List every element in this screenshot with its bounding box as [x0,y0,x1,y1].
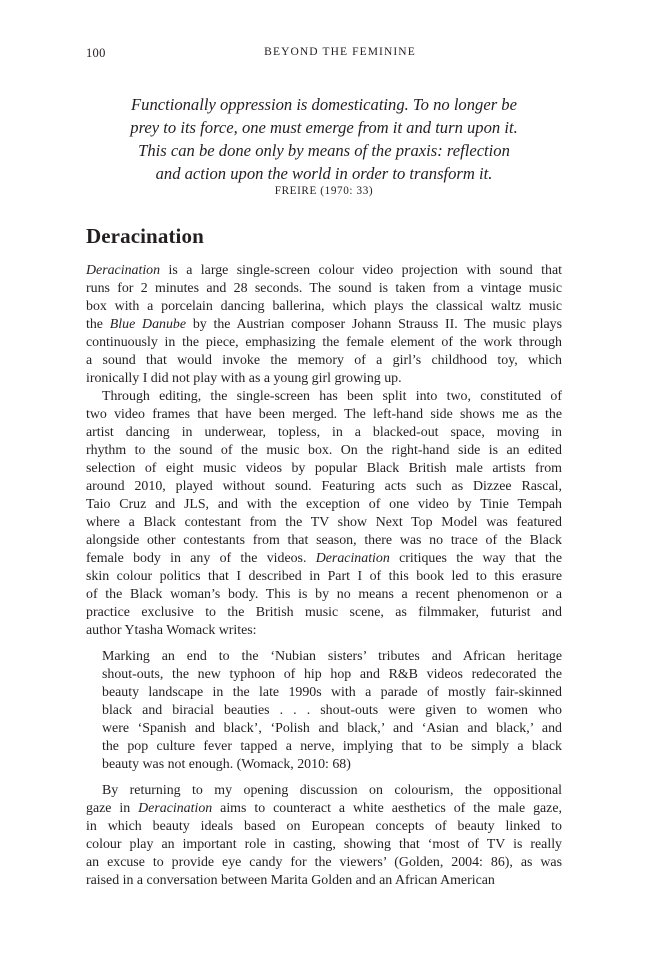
epigraph-line: and action upon the world in order to transform it. [155,164,493,183]
text-line: were ‘Spanish and black’, ‘Polish and black,’ and ‘Asian and black,’ and [102,721,562,736]
text-line: raised in a conversation between Marita Golden and an African American [86,873,495,888]
italic-title: Blue Danube [109,317,187,332]
running-head: BEYOND THE FEMININE [264,46,416,58]
text-line: Deracination is a large single-screen colour video projection with sound that [86,263,562,278]
text-line: the Blue Danube by the Austrian composer Johann Strauss II. The music plays [86,317,562,332]
text-line: in which beauty ideals based on European concepts of beauty linked to [86,819,562,834]
text-line: ironically I did not play with as a young girl growing up. [86,371,402,386]
text-line: runs for 2 minutes and 28 seconds. The sound is taken from a vintage music [86,281,562,296]
text-line: beauty was not enough. (Womack, 2010: 68) [102,757,351,772]
epigraph-line: Functionally oppression is domesticating. To no longer be [131,95,517,114]
text-line: box with a porcelain dancing ballerina, which plays the classical waltz music [86,299,562,314]
paragraph-3 [86,782,562,890]
italic-title: Deracination [138,801,213,816]
text-line: an excuse to provide eye candy for the viewers’ (Golden, 2004: 86), as was [86,855,562,870]
text-line: author Ytasha Womack writes: [86,623,257,638]
paragraph-2 [86,388,562,640]
section-heading: Deracination [86,224,204,248]
page-number: 100 [86,46,106,60]
text-line: where a Black contestant from the TV show Next Top Model was featured [86,515,562,530]
text-line: of the Black woman’s body. This is by no means a recent phenomenon or a [86,587,562,602]
text-line: practice exclusive to the British music scene, as filmmaker, futurist and [86,605,562,620]
text-line: a sound that would invoke the memory of a girl’s childhood toy, which [86,353,562,368]
epigraph-attribution: FREIRE (1970: 33) [274,185,374,197]
text-line: rhythm to the sound of the music box. On the right-hand side is an edited [86,443,562,458]
text-line: Taio Cruz and JLS, and with the exception of one video by Tinie Tempah [86,497,562,512]
text-line: black and biracial beauties . . . shout-outs were given to women who [102,703,562,718]
epigraph-quote [86,93,562,185]
epigraph-line: prey to its force, one must emerge from it and turn upon it. [130,118,518,137]
text-line: two video frames that have been merged. The left-hand side shows me as the [86,407,562,422]
epigraph-line: This can be done only by means of the praxis: reflection [138,141,510,160]
text-line: By returning to my opening discussion on colourism, the oppositional [102,783,562,798]
italic-title: Deracination [86,263,161,278]
body-text [86,262,562,890]
text-line: Marking an end to the ‘Nubian sisters’ tributes and African heritage [102,649,562,664]
text-line: alongside other contestants from that season, there was no trace of the Black [86,533,562,548]
text-line: continuously in the piece, emphasizing the female element of the work through [86,335,562,350]
text-line: artist dancing in underwear, topless, in a blacked-out space, moving in [86,425,562,440]
italic-title: Deracination [315,551,390,566]
text-line: around 2010, played without sound. Featuring acts such as Dizzee Rascal, [86,479,562,494]
text-line: the pop culture fever tapped a nerve, implying that to be simply a black [102,739,562,754]
paragraph-1 [86,262,562,388]
text-line: selection of eight music videos by popular Black British male artists from [86,461,562,476]
text-line: skin colour politics that I described in Part I of this book led to this erasure [86,569,562,584]
block-quote [102,648,562,774]
text-line: shout-outs, the new typhoon of hip hop and R&B videos redecorated the [102,667,562,682]
text-line: gaze in Deracination aims to counteract a white aesthetics of the male gaze, [86,801,562,816]
text-line: female body in any of the videos. Deracination critiques the way that the [86,551,562,566]
text-line: colour play an important role in casting, showing that ‘most of TV is really [86,837,562,852]
text-line: beauty landscape in the late 1990s with a parade of mostly fair-skinned [102,685,562,700]
text-line: Through editing, the single-screen has been split into two, constituted of [102,389,562,404]
